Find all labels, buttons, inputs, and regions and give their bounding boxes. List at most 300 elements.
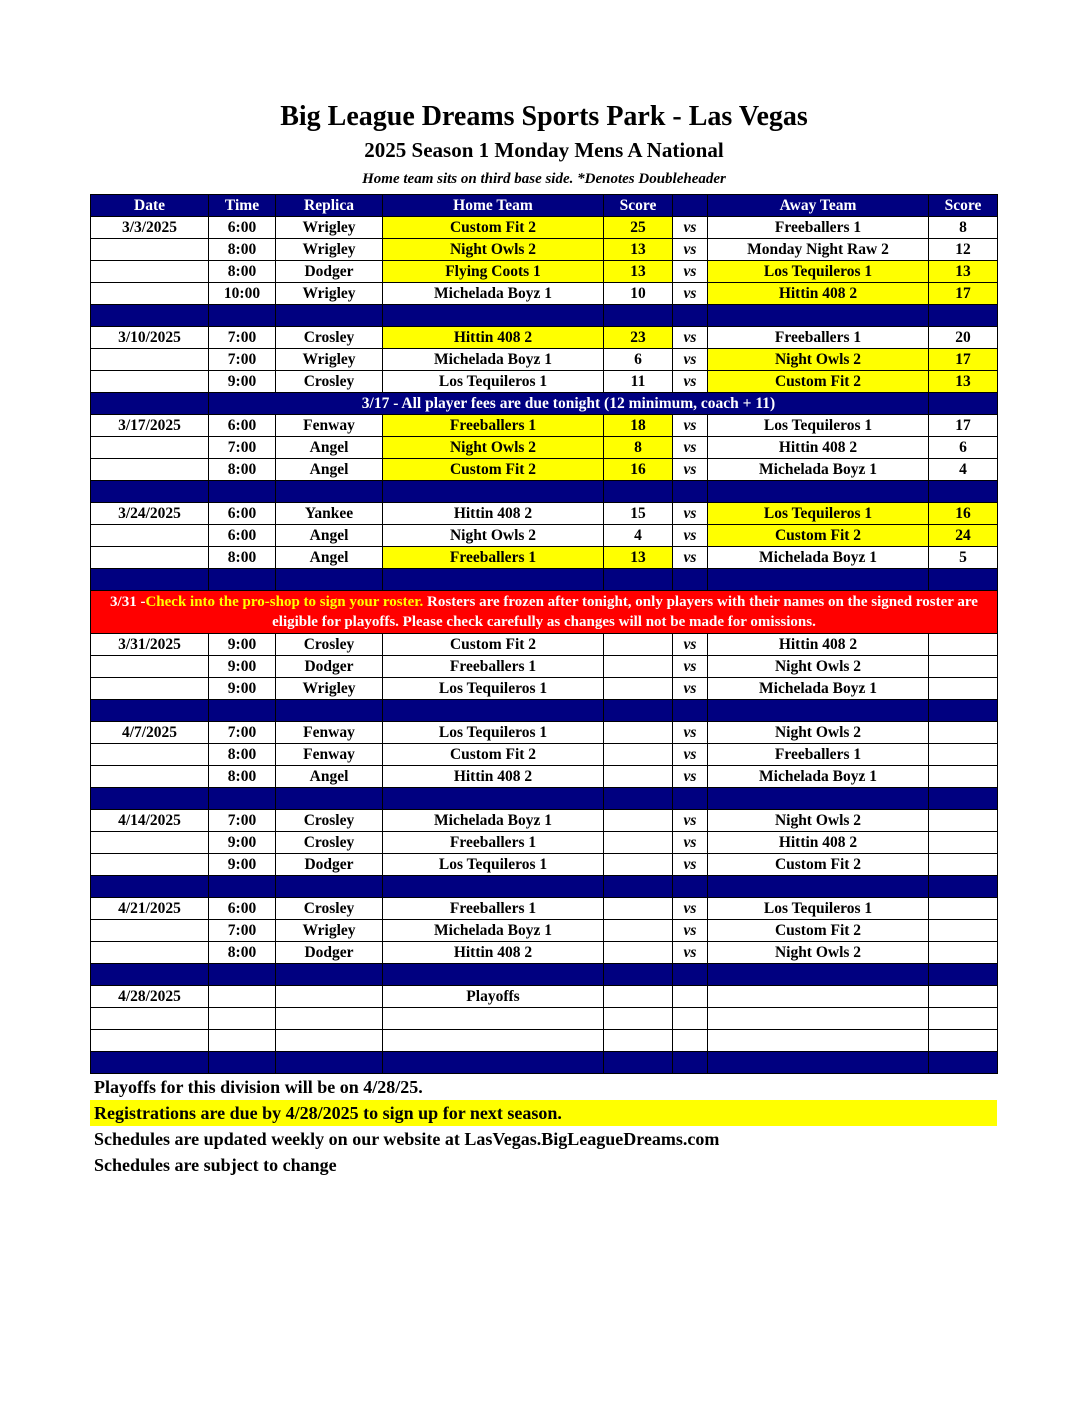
- home-score-cell: 23: [604, 327, 673, 349]
- separator-cell: [276, 1052, 383, 1074]
- date-cell: [91, 261, 209, 283]
- time-cell: 7:00: [209, 810, 276, 832]
- separator-cell: [383, 1052, 604, 1074]
- vs-cell: vs: [673, 744, 708, 766]
- date-cell: 3/24/2025: [91, 503, 209, 525]
- date-cell: [91, 547, 209, 569]
- vs-cell: vs: [673, 239, 708, 261]
- home-team-cell: Freeballers 1: [383, 547, 604, 569]
- footer-registration-note: Registrations are due by 4/28/2025 to sign up for next season.: [90, 1100, 997, 1126]
- separator-cell: [708, 1052, 929, 1074]
- separator-cell: [604, 305, 673, 327]
- separator-cell: [604, 788, 673, 810]
- away-score-cell: [929, 766, 998, 788]
- game-row: [91, 986, 998, 1008]
- home-team-cell: Custom Fit 2: [383, 217, 604, 239]
- game-row: [91, 722, 998, 744]
- separator-cell: [209, 481, 276, 503]
- time-cell: 8:00: [209, 239, 276, 261]
- date-cell: 3/10/2025: [91, 327, 209, 349]
- field-cell: [276, 1030, 383, 1052]
- field-cell: Crosley: [276, 832, 383, 854]
- date-cell: 4/14/2025: [91, 810, 209, 832]
- away-score-cell: 17: [929, 283, 998, 305]
- schedule-note: Home team sits on third base side. *Denotes Doubleheader: [362, 171, 726, 187]
- separator-cell: [91, 964, 209, 986]
- date-cell: 4/7/2025: [91, 722, 209, 744]
- vs-cell: [673, 1030, 708, 1052]
- away-team-cell: Los Tequileros 1: [708, 898, 929, 920]
- home-team-cell: Night Owls 2: [383, 525, 604, 547]
- field-cell: Angel: [276, 459, 383, 481]
- separator-cell: [91, 1052, 209, 1074]
- vs-cell: vs: [673, 415, 708, 437]
- separator-cell: [604, 700, 673, 722]
- separator-row: [91, 481, 998, 503]
- home-team-cell: Custom Fit 2: [383, 459, 604, 481]
- away-team-cell: Night Owls 2: [708, 349, 929, 371]
- home-score-cell: [604, 1030, 673, 1052]
- away-score-cell: [929, 744, 998, 766]
- separator-cell: [708, 305, 929, 327]
- date-cell: [91, 766, 209, 788]
- separator-cell: [673, 569, 708, 591]
- field-cell: Fenway: [276, 722, 383, 744]
- time-cell: [209, 1008, 276, 1030]
- time-cell: 8:00: [209, 547, 276, 569]
- home-team-cell: Michelada Boyz 1: [383, 920, 604, 942]
- away-score-cell: [929, 986, 998, 1008]
- vs-cell: vs: [673, 766, 708, 788]
- field-cell: Dodger: [276, 854, 383, 876]
- field-cell: Wrigley: [276, 678, 383, 700]
- game-row: [91, 283, 998, 305]
- separator-row: [91, 700, 998, 722]
- field-cell: Wrigley: [276, 283, 383, 305]
- time-cell: 10:00: [209, 283, 276, 305]
- separator-cell: [929, 1052, 998, 1074]
- time-cell: 9:00: [209, 678, 276, 700]
- date-cell: [91, 1030, 209, 1052]
- date-cell: [91, 656, 209, 678]
- separator-cell: [383, 788, 604, 810]
- separator-cell: [929, 700, 998, 722]
- vs-cell: vs: [673, 459, 708, 481]
- col-header-date: Date: [91, 195, 209, 217]
- away-team-cell: Michelada Boyz 1: [708, 547, 929, 569]
- away-team-cell: Night Owls 2: [708, 722, 929, 744]
- separator-cell: [673, 700, 708, 722]
- separator-row: [91, 305, 998, 327]
- home-score-cell: 25: [604, 217, 673, 239]
- separator-cell: [276, 481, 383, 503]
- fee-note-text: 3/17 - All player fees are due tonight (12 minimum, coach + 11): [209, 393, 929, 415]
- separator-row: [91, 876, 998, 898]
- game-row: [91, 656, 998, 678]
- away-team-cell: Los Tequileros 1: [708, 261, 929, 283]
- game-row: [91, 217, 998, 239]
- separator-cell: [276, 700, 383, 722]
- game-row: [91, 854, 998, 876]
- vs-cell: vs: [673, 349, 708, 371]
- home-team-cell: Freeballers 1: [383, 832, 604, 854]
- home-team-cell: Michelada Boyz 1: [383, 810, 604, 832]
- field-cell: Fenway: [276, 415, 383, 437]
- away-score-cell: 12: [929, 239, 998, 261]
- date-cell: [91, 854, 209, 876]
- field-cell: [276, 986, 383, 1008]
- time-cell: 6:00: [209, 217, 276, 239]
- field-cell: Crosley: [276, 634, 383, 656]
- game-row: [91, 1030, 998, 1052]
- field-cell: Angel: [276, 766, 383, 788]
- game-row: [91, 810, 998, 832]
- field-cell: Wrigley: [276, 920, 383, 942]
- separator-cell: [383, 305, 604, 327]
- col-header-home-team: Home Team: [383, 195, 604, 217]
- separator-cell: [209, 700, 276, 722]
- date-cell: 3/17/2025: [91, 415, 209, 437]
- vs-cell: vs: [673, 437, 708, 459]
- date-cell: [91, 678, 209, 700]
- separator-cell: [91, 700, 209, 722]
- field-cell: Dodger: [276, 656, 383, 678]
- table-header-row: [91, 195, 998, 217]
- away-score-cell: [929, 678, 998, 700]
- separator-row: [91, 1052, 998, 1074]
- home-score-cell: 13: [604, 239, 673, 261]
- vs-cell: vs: [673, 810, 708, 832]
- away-team-cell: Night Owls 2: [708, 942, 929, 964]
- away-team-cell: Michelada Boyz 1: [708, 766, 929, 788]
- home-score-cell: [604, 766, 673, 788]
- away-score-cell: [929, 634, 998, 656]
- time-cell: 8:00: [209, 459, 276, 481]
- away-team-cell: Custom Fit 2: [708, 371, 929, 393]
- away-score-cell: 17: [929, 349, 998, 371]
- time-cell: 8:00: [209, 942, 276, 964]
- page-subtitle: 2025 Season 1 Monday Mens A National: [364, 138, 724, 162]
- game-row: [91, 766, 998, 788]
- away-score-cell: 8: [929, 217, 998, 239]
- date-cell: [91, 459, 209, 481]
- vs-cell: [673, 986, 708, 1008]
- separator-cell: [276, 876, 383, 898]
- home-score-cell: [604, 744, 673, 766]
- away-team-cell: Hittin 408 2: [708, 634, 929, 656]
- away-score-cell: [929, 854, 998, 876]
- date-cell: 3/3/2025: [91, 217, 209, 239]
- date-cell: 4/28/2025: [91, 986, 209, 1008]
- time-cell: 9:00: [209, 854, 276, 876]
- home-score-cell: [604, 722, 673, 744]
- away-score-cell: 24: [929, 525, 998, 547]
- time-cell: 9:00: [209, 656, 276, 678]
- time-cell: 7:00: [209, 327, 276, 349]
- game-row: [91, 371, 998, 393]
- separator-cell: [383, 700, 604, 722]
- time-cell: [209, 986, 276, 1008]
- home-score-cell: [604, 810, 673, 832]
- home-score-cell: 16: [604, 459, 673, 481]
- date-cell: [91, 920, 209, 942]
- field-cell: Dodger: [276, 261, 383, 283]
- schedule-body: [91, 217, 998, 1074]
- home-score-cell: 18: [604, 415, 673, 437]
- footer-disclaimer: Schedules are subject to change: [94, 1155, 337, 1175]
- separator-cell: [929, 481, 998, 503]
- home-score-cell: 6: [604, 349, 673, 371]
- game-row: [91, 261, 998, 283]
- game-row: [91, 437, 998, 459]
- vs-cell: vs: [673, 722, 708, 744]
- game-row: [91, 920, 998, 942]
- home-score-cell: 15: [604, 503, 673, 525]
- date-cell: [91, 239, 209, 261]
- field-cell: Wrigley: [276, 217, 383, 239]
- time-cell: [209, 1030, 276, 1052]
- away-team-cell: Freeballers 1: [708, 327, 929, 349]
- away-team-cell: Los Tequileros 1: [708, 415, 929, 437]
- note-spacer-cell: [929, 393, 998, 415]
- separator-cell: [276, 305, 383, 327]
- home-score-cell: 11: [604, 371, 673, 393]
- home-team-cell: Los Tequileros 1: [383, 722, 604, 744]
- time-cell: 8:00: [209, 766, 276, 788]
- game-row: [91, 239, 998, 261]
- time-cell: 9:00: [209, 832, 276, 854]
- home-team-cell: Los Tequileros 1: [383, 678, 604, 700]
- field-cell: Wrigley: [276, 239, 383, 261]
- game-row: [91, 525, 998, 547]
- separator-cell: [604, 964, 673, 986]
- separator-row: [91, 569, 998, 591]
- col-header-time: Time: [209, 195, 276, 217]
- away-team-cell: Night Owls 2: [708, 656, 929, 678]
- separator-row: [91, 964, 998, 986]
- home-team-cell: Hittin 408 2: [383, 942, 604, 964]
- vs-cell: vs: [673, 942, 708, 964]
- vs-cell: vs: [673, 920, 708, 942]
- game-row: [91, 744, 998, 766]
- home-team-cell: Hittin 408 2: [383, 766, 604, 788]
- away-score-cell: 4: [929, 459, 998, 481]
- game-row: [91, 349, 998, 371]
- time-cell: 7:00: [209, 437, 276, 459]
- home-team-cell: Playoffs: [383, 986, 604, 1008]
- field-cell: Fenway: [276, 744, 383, 766]
- away-score-cell: 13: [929, 371, 998, 393]
- col-header-home-score: Score: [604, 195, 673, 217]
- away-score-cell: 6: [929, 437, 998, 459]
- vs-cell: vs: [673, 217, 708, 239]
- separator-cell: [929, 788, 998, 810]
- field-cell: Angel: [276, 437, 383, 459]
- away-score-cell: 5: [929, 547, 998, 569]
- col-header-vs: [673, 195, 708, 217]
- away-score-cell: [929, 656, 998, 678]
- separator-cell: [209, 964, 276, 986]
- field-cell: Dodger: [276, 942, 383, 964]
- date-cell: 4/21/2025: [91, 898, 209, 920]
- separator-cell: [91, 481, 209, 503]
- away-team-cell: Custom Fit 2: [708, 854, 929, 876]
- vs-cell: vs: [673, 678, 708, 700]
- page-title: Big League Dreams Sports Park - Las Vegas: [280, 101, 808, 132]
- home-score-cell: [604, 898, 673, 920]
- col-header-away-team: Away Team: [708, 195, 929, 217]
- away-team-cell: Hittin 408 2: [708, 832, 929, 854]
- alert-date-prefix: 3/31 -: [110, 594, 146, 610]
- vs-cell: vs: [673, 525, 708, 547]
- date-cell: [91, 1008, 209, 1030]
- separator-cell: [673, 481, 708, 503]
- separator-cell: [673, 876, 708, 898]
- time-cell: 8:00: [209, 261, 276, 283]
- separator-cell: [673, 1052, 708, 1074]
- separator-row: [91, 788, 998, 810]
- home-team-cell: [383, 1030, 604, 1052]
- field-cell: Crosley: [276, 327, 383, 349]
- vs-cell: vs: [673, 656, 708, 678]
- separator-cell: [383, 481, 604, 503]
- field-cell: Yankee: [276, 503, 383, 525]
- separator-cell: [929, 964, 998, 986]
- away-team-cell: Freeballers 1: [708, 217, 929, 239]
- separator-cell: [209, 569, 276, 591]
- separator-cell: [383, 876, 604, 898]
- home-team-cell: [383, 1008, 604, 1030]
- away-score-cell: [929, 722, 998, 744]
- game-row: [91, 1008, 998, 1030]
- home-score-cell: [604, 854, 673, 876]
- game-row: [91, 634, 998, 656]
- home-score-cell: 13: [604, 261, 673, 283]
- away-team-cell: Michelada Boyz 1: [708, 459, 929, 481]
- time-cell: 7:00: [209, 920, 276, 942]
- vs-cell: vs: [673, 371, 708, 393]
- away-score-cell: [929, 920, 998, 942]
- separator-cell: [708, 481, 929, 503]
- schedule-table: [90, 194, 998, 1074]
- game-row: [91, 678, 998, 700]
- roster-alert-cell: [91, 591, 998, 634]
- separator-cell: [276, 964, 383, 986]
- date-cell: [91, 371, 209, 393]
- alert-body-text: Rosters are frozen after tonight, only players with their names on the signed roster are eligible for playoffs. Please check carefully as changes will not be made for omissions.: [272, 594, 978, 630]
- time-cell: 6:00: [209, 503, 276, 525]
- home-team-cell: Freeballers 1: [383, 415, 604, 437]
- field-cell: [276, 1008, 383, 1030]
- vs-cell: vs: [673, 634, 708, 656]
- separator-cell: [209, 305, 276, 327]
- away-team-cell: [708, 986, 929, 1008]
- game-row: [91, 415, 998, 437]
- home-team-cell: Hittin 408 2: [383, 503, 604, 525]
- away-score-cell: 16: [929, 503, 998, 525]
- away-score-cell: [929, 942, 998, 964]
- game-row: [91, 832, 998, 854]
- time-cell: 7:00: [209, 722, 276, 744]
- separator-cell: [276, 569, 383, 591]
- home-score-cell: 4: [604, 525, 673, 547]
- date-cell: [91, 437, 209, 459]
- time-cell: 6:00: [209, 898, 276, 920]
- vs-cell: vs: [673, 327, 708, 349]
- time-cell: 8:00: [209, 744, 276, 766]
- home-team-cell: Night Owls 2: [383, 437, 604, 459]
- separator-cell: [604, 481, 673, 503]
- away-team-cell: Michelada Boyz 1: [708, 678, 929, 700]
- home-team-cell: Custom Fit 2: [383, 744, 604, 766]
- col-header-away-score: Score: [929, 195, 998, 217]
- time-cell: 6:00: [209, 415, 276, 437]
- separator-cell: [91, 569, 209, 591]
- separator-cell: [604, 569, 673, 591]
- field-cell: Wrigley: [276, 349, 383, 371]
- date-cell: [91, 832, 209, 854]
- separator-cell: [91, 876, 209, 898]
- away-score-cell: [929, 1008, 998, 1030]
- time-cell: 7:00: [209, 349, 276, 371]
- separator-cell: [209, 876, 276, 898]
- vs-cell: vs: [673, 283, 708, 305]
- field-cell: Crosley: [276, 898, 383, 920]
- separator-cell: [91, 305, 209, 327]
- footer-website-note: Schedules are updated weekly on our website at LasVegas.BigLeagueDreams.com: [94, 1129, 720, 1149]
- separator-cell: [383, 964, 604, 986]
- separator-cell: [708, 569, 929, 591]
- home-score-cell: 10: [604, 283, 673, 305]
- footer-playoffs-note: Playoffs for this division will be on 4/28/25.: [94, 1077, 423, 1097]
- time-cell: 9:00: [209, 634, 276, 656]
- away-team-cell: [708, 1030, 929, 1052]
- separator-cell: [708, 700, 929, 722]
- separator-cell: [604, 1052, 673, 1074]
- home-team-cell: Flying Coots 1: [383, 261, 604, 283]
- home-score-cell: 13: [604, 547, 673, 569]
- game-row: [91, 942, 998, 964]
- vs-cell: vs: [673, 261, 708, 283]
- away-team-cell: Hittin 408 2: [708, 283, 929, 305]
- fee-note-row: [91, 393, 998, 415]
- field-cell: Angel: [276, 547, 383, 569]
- home-score-cell: 8: [604, 437, 673, 459]
- vs-cell: vs: [673, 854, 708, 876]
- home-score-cell: [604, 942, 673, 964]
- home-team-cell: Los Tequileros 1: [383, 371, 604, 393]
- home-team-cell: Night Owls 2: [383, 239, 604, 261]
- away-team-cell: Los Tequileros 1: [708, 503, 929, 525]
- field-cell: Crosley: [276, 371, 383, 393]
- alert-highlight-text: Check into the pro-shop to sign your roster.: [145, 594, 424, 610]
- home-team-cell: Michelada Boyz 1: [383, 283, 604, 305]
- date-cell: [91, 744, 209, 766]
- separator-cell: [383, 569, 604, 591]
- game-row: [91, 898, 998, 920]
- away-score-cell: [929, 898, 998, 920]
- separator-cell: [209, 1052, 276, 1074]
- home-team-cell: Freeballers 1: [383, 898, 604, 920]
- field-cell: Angel: [276, 525, 383, 547]
- away-score-cell: [929, 1030, 998, 1052]
- game-row: [91, 327, 998, 349]
- time-cell: 6:00: [209, 525, 276, 547]
- away-score-cell: 20: [929, 327, 998, 349]
- separator-cell: [929, 569, 998, 591]
- vs-cell: vs: [673, 898, 708, 920]
- date-cell: [91, 283, 209, 305]
